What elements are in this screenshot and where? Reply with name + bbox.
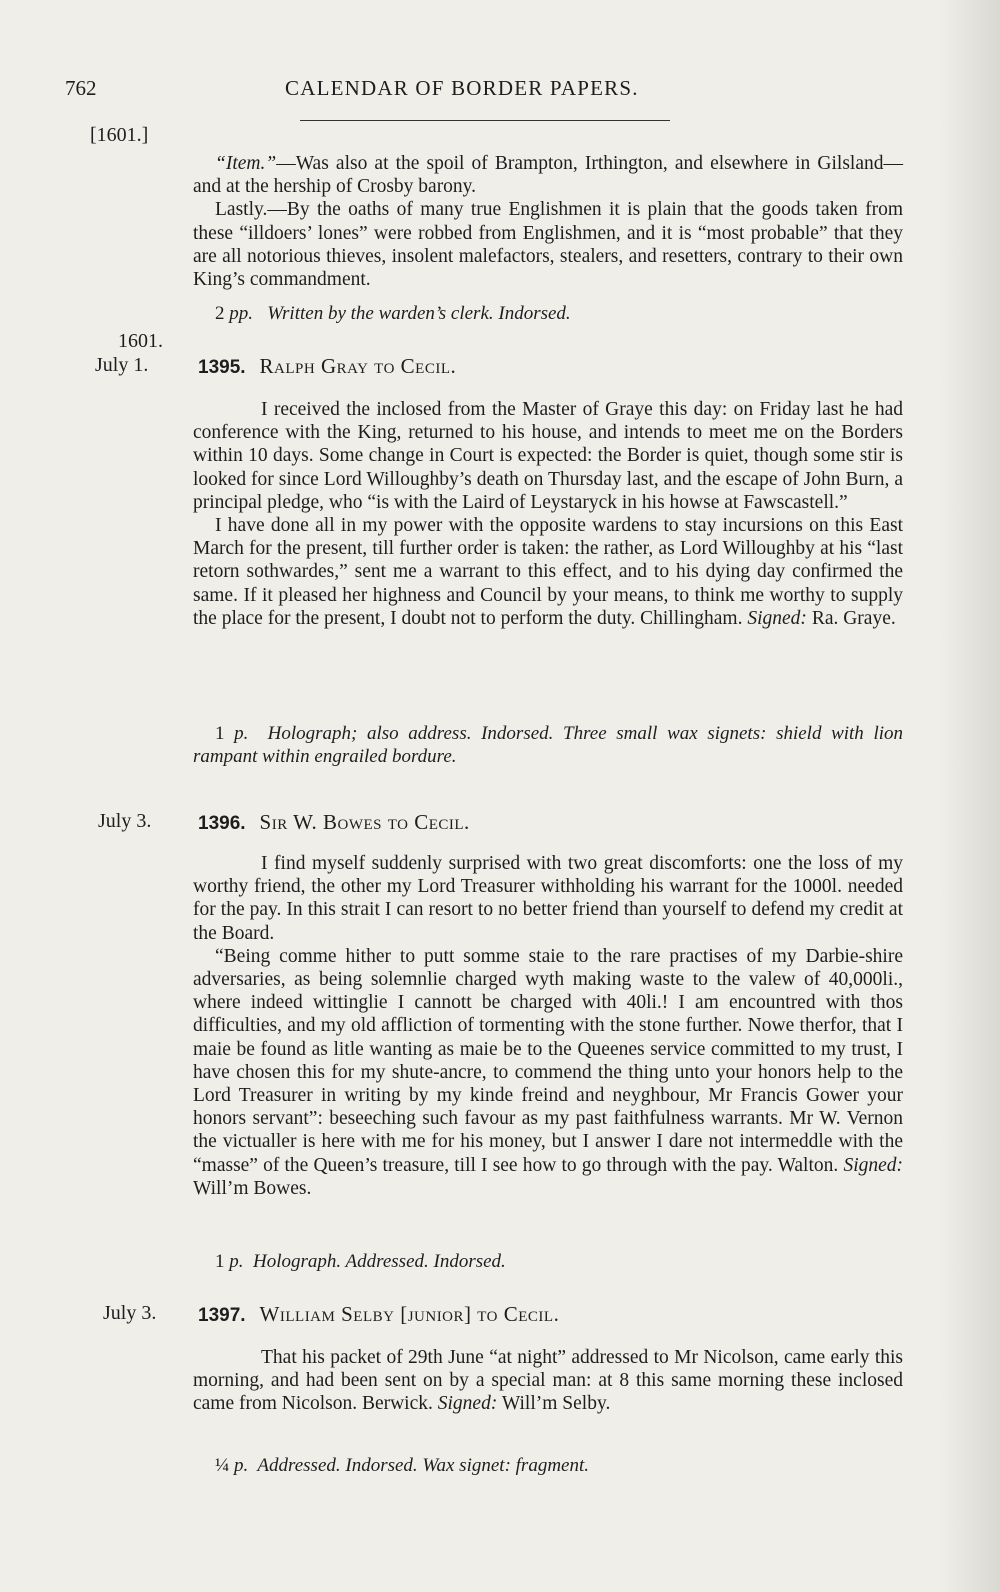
entry-title: Sir W. Bowes to Cecil. [259,810,470,834]
signed-label: Signed: [747,607,807,629]
entry-number: 1395. [198,357,246,378]
signed-label: Signed: [843,1154,904,1176]
note-text: Written by the warden’s clerk. Indorsed. [267,303,571,324]
margin-date-1395: July 1. [95,354,149,376]
entry-1397-body [193,1346,903,1416]
prev-entry [193,152,903,291]
entry-number: 1397. [198,1305,246,1326]
note-p: p. [234,1455,249,1476]
margin-date-1397: July 3. [103,1302,157,1324]
page-edge-shadow [940,0,1000,1592]
note-pages: 1 [215,723,225,744]
signed-name: Will’m Bowes. [193,1177,312,1199]
item-paragraph [193,152,903,198]
note-pages: ¼ [215,1455,230,1476]
paragraph: I have done all in my power with the opposite wardens to stay incursions on this East March for the present, till further order is taken: the rather, as Lord Willoughby at his “last retorn sothwardes,” sent me a warrant to this effect, and to his dying day confirmed the same. If it pleased her highness and Council by your means, to think me worthy to supply the place for the present, I doubt not to perform the duty. Chillingham. Signed: Ra. Graye. [193,515,903,629]
item-text: —Was also at the spoil of Brampton, Irthington, and elsewhere in Gilsland—and at the hership of Crosby barony. [193,153,903,198]
paragraph: That his packet of 29th June “at night” addressed to Mr Nicolson, came early this morning, and had been sent on by a special man: at 8 this same morning these inclosed came from Nicolson. Berwick. Signed: Will’m Selby. [193,1347,903,1415]
signed-name: Ra. Graye. [811,607,896,629]
lastly-paragraph: Lastly.—By the oaths of many true Englishmen it is plain that the goods taken from these “illdoers’ lones” were robbed from Englishmen, and it is “most probable” that they are all notorious thieves, insolent malefactors, stealers, and resetters, contrary to their own King’s commandment. [193,199,903,291]
margin-year: 1601. [118,330,163,352]
entry-1396-heading [198,810,470,835]
paragraph: I find myself suddenly surprised with two great discomforts: one the loss of my worthy friend, the other my Lord Treasurer withholding his warrant for the 1000l. needed for the pay. In this strait I can resort to no better friend than yourself to defend my credit at the Board. [193,853,903,944]
signed-name: Will’m Selby. [501,1393,611,1415]
note-pp: pp. [229,303,253,324]
entry-1396-body [193,852,903,1200]
entry-1397-heading [198,1302,559,1327]
paragraph: “Being comme hither to putt somme staie to the rare practises of my Darbie-shire adversaries, as being solemnlie charged wyth making waste to the valew of 40,000li., where indeed wittinglie I cannott be charged with 40li.! I am encountred with thos difficulties, and my old affliction of tormenting with the stone further. Nowe therfor, that I maie be found as litle wanting as maie be to the Queenes service committed to my trust, I have chosen this for my shute-ancre, to commend the thing unto your honors help to the Lord Treasurer in writing by my kinde freind and neyghbour, Mr Francis Gower your honors servant”: beseeching such favour as my past faithfulness warrants. Mr W. Vernon the victualler is here with me for his money, but I answer I dare not intermeddle with the “masse” of the Queen’s treasure, till I see how to go through with the pay. Walton. Signed: Will’m Bowes. [193,945,904,1199]
note-text: Addressed. Indorsed. Wax signet: fragment. [257,1455,590,1476]
page-number: 762 [65,76,97,100]
signed-label: Signed: [437,1393,498,1415]
entry-1396-note [193,1250,903,1273]
entry-title: Ralph Gray to Cecil. [259,354,457,378]
note-p: p. [234,723,249,744]
entry-1395-note [193,722,903,768]
note-text: Holograph; also address. Indorsed. Three small wax signets: shield with lion rampant within engrailed bordure. [193,723,903,767]
prev-entry-note [193,302,903,325]
entry-1397-note [193,1454,903,1477]
entry-1395-heading [198,354,456,379]
note-pages: 1 [215,1251,225,1272]
entry-number: 1396. [198,813,246,834]
note-p: p. [229,1251,244,1272]
note-text: Holograph. Addressed. Indorsed. [253,1251,506,1272]
running-title: CALENDAR OF BORDER PAPERS. [285,76,639,100]
item-label: “Item.” [215,153,277,174]
margin-date-1396: July 3. [98,810,152,832]
margin-year-bracket: [1601.] [90,124,149,146]
entry-1395-body [193,398,903,630]
note-pages: 2 [215,303,225,324]
entry-title: William Selby [junior] to Cecil. [259,1302,560,1326]
paragraph: I received the inclosed from the Master of Graye this day: on Friday last he had conference with the King, returned to his house, and intends to meet me on the Borders within 10 days. Some change in Court is expected: the Border is quiet, though some stir is looked for since Lord Willoughby’s death on Thursday last, and the escape of John Burn, a principal pledge, who “is with the Laird of Leystaryck in his howse at Fawscastell.” [193,399,903,513]
header-rule [300,120,670,121]
